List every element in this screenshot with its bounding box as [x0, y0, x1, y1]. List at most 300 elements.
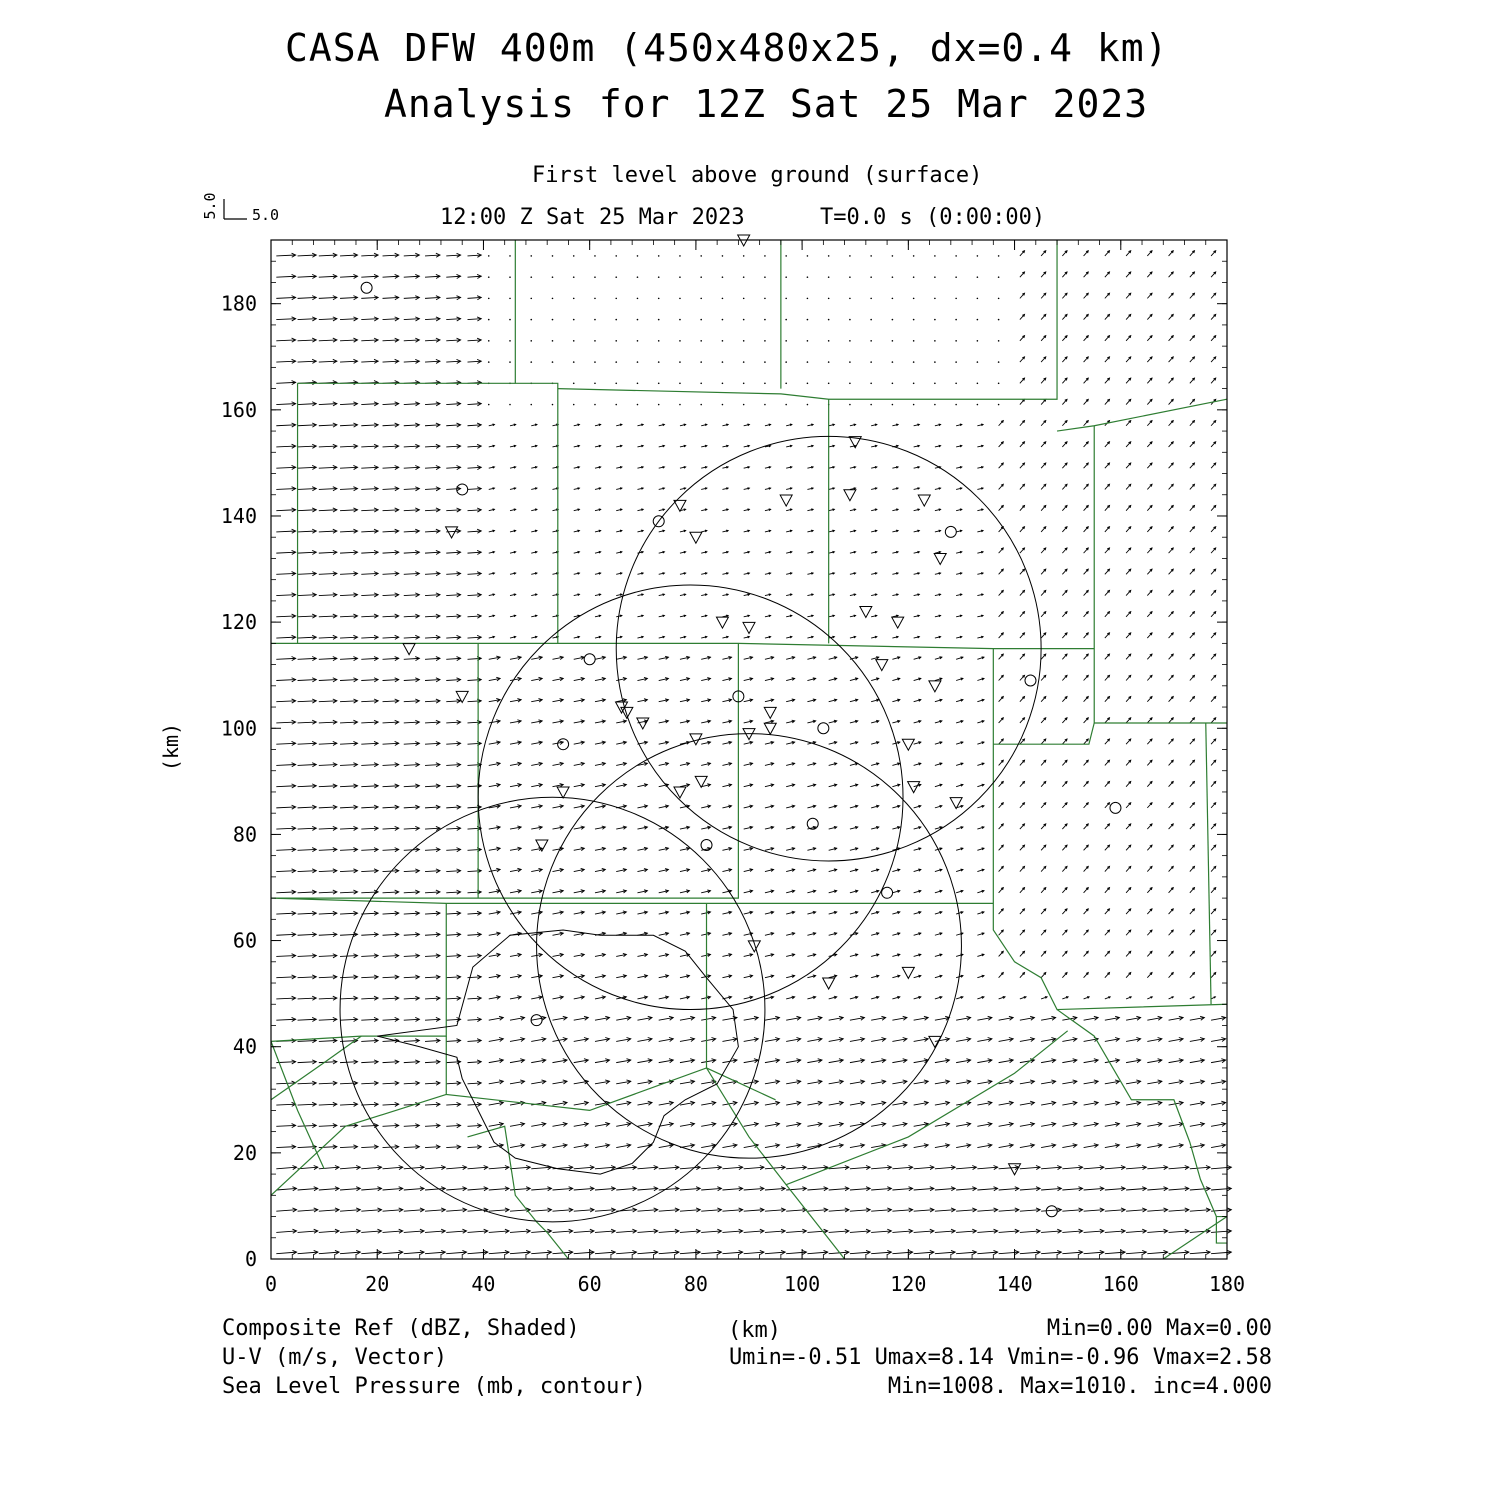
wind-vector	[1020, 612, 1025, 617]
wind-vector-dot	[870, 276, 872, 278]
wind-vector	[298, 1040, 317, 1041]
wind-vector	[361, 1252, 381, 1254]
wind-vector-dot	[913, 404, 915, 406]
wind-vector	[425, 913, 440, 914]
wind-vector	[1190, 421, 1195, 426]
wind-vector	[361, 871, 378, 872]
wind-vector	[1105, 951, 1110, 956]
station-circle-marker	[1046, 1206, 1057, 1217]
wind-vector-dot	[679, 340, 681, 342]
wind-vector	[298, 1083, 317, 1084]
wind-vector-dot	[700, 340, 702, 342]
wind-vector	[276, 340, 295, 341]
wind-vector	[1105, 633, 1110, 638]
wind-vector	[404, 276, 420, 277]
wind-vector	[1041, 612, 1046, 617]
wind-vector	[276, 743, 295, 744]
wind-vector	[999, 442, 1004, 447]
wind-vector	[361, 531, 378, 532]
wind-vector	[1147, 548, 1152, 553]
wind-vector	[1062, 760, 1067, 765]
wind-vector	[1211, 909, 1216, 914]
wind-vector	[999, 1188, 1019, 1190]
wind-vector	[1062, 251, 1067, 256]
wind-vector	[276, 297, 295, 298]
wind-vector	[319, 828, 337, 829]
wind-vector	[276, 1125, 295, 1126]
wind-vector	[361, 786, 378, 787]
wind-vector	[1041, 633, 1046, 638]
wind-vector	[1041, 760, 1046, 765]
wind-vector-dot	[849, 319, 851, 321]
wind-vector	[383, 828, 399, 829]
wind-vector	[595, 1210, 615, 1212]
wind-vector	[1105, 569, 1110, 574]
wind-vector	[298, 340, 317, 341]
station-triangle-marker	[929, 1036, 941, 1047]
wind-vector	[340, 658, 357, 659]
wind-vector	[361, 807, 378, 808]
wind-vector	[1084, 293, 1089, 298]
wind-vector	[340, 934, 357, 935]
wind-vector	[1147, 251, 1152, 256]
station-triangle-marker	[780, 495, 792, 506]
wind-vector	[1211, 505, 1216, 510]
wind-vector	[1126, 442, 1131, 447]
wind-vector	[914, 1210, 934, 1212]
wind-vector	[404, 1019, 420, 1020]
wind-vector	[340, 361, 357, 362]
wind-vector	[425, 1210, 445, 1212]
wind-vector-dot	[764, 298, 766, 300]
wind-vector	[1211, 718, 1216, 723]
wind-vector	[298, 1104, 317, 1105]
wind-vector	[1105, 1167, 1125, 1169]
wind-vector	[1020, 336, 1025, 341]
wind-vector	[276, 1147, 295, 1148]
wind-vector	[276, 446, 295, 447]
wind-vector	[1062, 866, 1067, 871]
wind-vector	[1190, 888, 1195, 893]
wind-vector-dot	[955, 404, 957, 406]
wind-vector	[1169, 803, 1174, 808]
wind-vector	[1190, 272, 1195, 277]
wind-vector-dot	[722, 404, 724, 406]
elapsed-time-label: T=0.0 s (0:00:00)	[820, 205, 1046, 230]
wind-vector	[1084, 675, 1089, 680]
wind-vector	[298, 701, 317, 702]
wind-vector	[552, 1188, 572, 1190]
wind-vector	[1190, 505, 1195, 510]
wind-vector	[1211, 463, 1216, 468]
wind-vector	[1020, 845, 1025, 850]
wind-vector	[1020, 421, 1025, 426]
wind-vector	[425, 1062, 440, 1063]
wind-vector	[1190, 527, 1195, 532]
wind-vector-dot	[722, 382, 724, 384]
x-tick-label: 80	[683, 1272, 708, 1296]
wind-vector	[1126, 909, 1131, 914]
wind-vector-dot	[764, 255, 766, 257]
wind-vector	[1126, 272, 1131, 277]
wind-vector	[340, 807, 357, 808]
wind-vector	[680, 1188, 700, 1190]
wind-vector	[1041, 654, 1046, 659]
wind-vector	[1041, 505, 1046, 510]
station-triangle-marker	[764, 723, 776, 734]
wind-vector-dot	[828, 276, 830, 278]
wind-vector	[361, 616, 378, 617]
wind-vector	[765, 1231, 785, 1233]
wind-vector	[1041, 866, 1046, 871]
wind-vector	[383, 956, 399, 957]
wind-vector	[1041, 548, 1046, 553]
wind-vector	[1211, 548, 1216, 553]
wind-vector	[404, 743, 420, 744]
wind-vector	[1084, 697, 1089, 702]
wind-vector	[871, 1188, 891, 1190]
ref-vector-v-label: 5.0	[201, 192, 219, 220]
wind-vector	[319, 807, 337, 808]
wind-vector	[1105, 697, 1110, 702]
wind-vector	[1169, 930, 1174, 935]
wind-vector	[340, 849, 357, 850]
wind-vector	[425, 552, 440, 553]
wind-vector	[1211, 1231, 1231, 1233]
wind-vector-dot	[700, 361, 702, 363]
wind-vector-dot	[594, 276, 596, 278]
wind-vector-dot	[488, 361, 490, 363]
wind-vector-dot	[977, 276, 979, 278]
wind-vector	[1169, 951, 1174, 956]
wind-vector	[1105, 314, 1110, 319]
wind-vector	[807, 1231, 827, 1233]
wind-vector	[1126, 569, 1131, 574]
wind-vector	[1169, 569, 1174, 574]
wind-vector	[425, 425, 440, 426]
wind-vector	[1211, 781, 1216, 786]
wind-vector	[1169, 314, 1174, 319]
county-boundary-line	[1057, 399, 1227, 431]
wind-vector	[1126, 612, 1131, 617]
wind-vector	[383, 1019, 399, 1020]
wind-vector	[425, 849, 440, 850]
wind-vector-dot	[743, 382, 745, 384]
wind-vector	[1062, 739, 1067, 744]
county-boundary-line	[1206, 723, 1211, 1004]
wind-vector	[850, 1252, 870, 1254]
wind-vector	[531, 1231, 551, 1233]
wind-vector	[1126, 421, 1131, 426]
wind-vector	[1126, 527, 1131, 532]
wind-vector	[1041, 803, 1046, 808]
wind-vector	[404, 595, 420, 596]
wind-vector	[1190, 314, 1195, 319]
wind-vector	[1084, 803, 1089, 808]
wind-vector	[383, 637, 399, 638]
wind-vector	[1190, 803, 1195, 808]
wind-vector	[701, 1210, 721, 1212]
wind-vector	[340, 255, 357, 256]
wind-vector	[1126, 866, 1131, 871]
wind-vector	[276, 276, 295, 277]
wind-vector-dot	[998, 298, 1000, 300]
station-triangle-marker	[918, 495, 930, 506]
wind-vector	[404, 765, 420, 766]
wind-vector	[850, 1231, 870, 1233]
wind-vector	[1062, 442, 1067, 447]
wind-vector	[361, 956, 378, 957]
wind-vector	[340, 510, 357, 511]
wind-vector-dot	[679, 382, 681, 384]
wind-vector	[1211, 888, 1216, 893]
wind-vector	[1126, 1252, 1146, 1254]
wind-vector	[276, 722, 295, 723]
wind-vector	[276, 1083, 295, 1084]
wind-vector	[977, 1188, 997, 1190]
wind-vector	[319, 1083, 337, 1084]
wind-vector-dot	[934, 361, 936, 363]
wind-vector	[383, 467, 399, 468]
wind-vector	[616, 1252, 636, 1254]
wind-vector	[298, 404, 317, 405]
wind-vector	[1190, 399, 1195, 404]
wind-vector	[1041, 272, 1046, 277]
wind-vector	[383, 1188, 403, 1190]
wind-vector	[1147, 888, 1152, 893]
wind-vector	[1126, 633, 1131, 638]
wind-vector	[276, 425, 295, 426]
wind-vector	[616, 1231, 636, 1233]
wind-vector	[319, 531, 337, 532]
wind-vector	[404, 871, 420, 872]
wind-vector	[425, 1188, 445, 1190]
wind-vector	[1190, 973, 1195, 978]
wind-vector-dot	[637, 382, 639, 384]
wind-vector	[807, 1252, 827, 1254]
wind-vector	[404, 701, 420, 702]
wind-vector	[1020, 251, 1025, 256]
wind-vector-dot	[764, 404, 766, 406]
wind-vector	[298, 297, 317, 298]
wind-vector	[383, 786, 399, 787]
wind-vector-dot	[892, 404, 894, 406]
wind-vector	[1041, 336, 1046, 341]
wind-vector	[999, 824, 1004, 829]
wind-vector	[404, 510, 420, 511]
wind-vector	[531, 1188, 551, 1190]
wind-vector	[298, 1231, 318, 1233]
wind-vector	[276, 701, 295, 702]
wind-vector	[1190, 654, 1195, 659]
wind-vector	[1126, 336, 1131, 341]
wind-vector	[361, 489, 378, 490]
wind-vector	[383, 913, 399, 914]
station-triangle-marker	[908, 782, 920, 793]
wind-vector-dot	[552, 319, 554, 321]
wind-vector-dot	[892, 319, 894, 321]
x-tick-label: 120	[890, 1272, 927, 1296]
wind-vector	[1211, 1252, 1231, 1254]
wind-vector-dot	[870, 340, 872, 342]
wind-vector-dot	[977, 255, 979, 257]
wind-vector	[1126, 739, 1131, 744]
wind-vector	[1084, 845, 1089, 850]
wind-vector	[1126, 293, 1131, 298]
wind-vector-dot	[785, 298, 787, 300]
wind-vector	[340, 892, 357, 893]
wind-vector-dot	[977, 404, 979, 406]
wind-vector	[659, 1210, 679, 1212]
wind-vector-dot	[807, 319, 809, 321]
wind-vector	[361, 1210, 381, 1212]
wind-vector-dot	[488, 276, 490, 278]
wind-vector	[319, 722, 337, 723]
wind-vector	[1084, 548, 1089, 553]
wind-vector-dot	[828, 298, 830, 300]
wind-vector	[1062, 399, 1067, 404]
wind-vector	[425, 1167, 445, 1169]
wind-vector	[1084, 1231, 1104, 1233]
wind-vector	[1211, 866, 1216, 871]
wind-vector	[1041, 293, 1046, 298]
wind-vector	[1147, 612, 1152, 617]
wind-vector-dot	[594, 404, 596, 406]
wind-vector	[1020, 675, 1025, 680]
wind-vector	[319, 1019, 337, 1020]
wind-vector	[404, 828, 420, 829]
wind-vector	[1062, 336, 1067, 341]
wind-vector	[319, 786, 337, 787]
wind-vector-dot	[955, 298, 957, 300]
wind-vector	[340, 998, 357, 999]
wind-vector	[977, 1167, 997, 1169]
wind-vector	[956, 1231, 976, 1233]
wind-vector	[1190, 1188, 1210, 1190]
wind-vector	[404, 956, 420, 957]
wind-vector	[340, 722, 357, 723]
wind-vector	[659, 1188, 679, 1190]
wind-vector	[786, 1231, 806, 1233]
wind-vector	[1105, 548, 1110, 553]
wind-vector-dot	[700, 298, 702, 300]
wind-vector	[383, 849, 399, 850]
wind-vector	[1211, 442, 1216, 447]
wind-vector	[1169, 909, 1174, 914]
wind-vector	[1020, 1167, 1040, 1169]
wind-vector	[319, 998, 337, 999]
wind-vector	[1211, 293, 1216, 298]
wind-vector	[319, 1167, 339, 1169]
station-circle-marker	[361, 282, 372, 293]
wind-vector	[722, 1231, 742, 1233]
wind-vector-dot	[658, 361, 660, 363]
wind-vector	[829, 1188, 849, 1190]
wind-vector	[276, 786, 295, 787]
wind-vector	[1084, 314, 1089, 319]
station-triangle-marker	[621, 707, 633, 718]
wind-vector	[383, 340, 399, 341]
wind-vector-dot	[637, 298, 639, 300]
wind-vector	[1041, 399, 1046, 404]
wind-vector	[1147, 399, 1152, 404]
wind-vector	[659, 1252, 679, 1254]
wind-vector	[1190, 463, 1195, 468]
wind-vector	[425, 510, 440, 511]
wind-vector	[1105, 399, 1110, 404]
wind-vector-dot	[552, 298, 554, 300]
wind-vector	[1126, 590, 1131, 595]
wind-vector	[1211, 654, 1216, 659]
wind-vector	[1020, 866, 1025, 871]
wind-vector	[404, 934, 420, 935]
wind-vector	[1169, 251, 1174, 256]
wind-vector-dot	[785, 340, 787, 342]
wind-vector	[807, 1210, 827, 1212]
wind-vector	[298, 552, 317, 553]
wind-vector	[1020, 951, 1025, 956]
wind-vector	[1062, 633, 1067, 638]
wind-vector-dot	[530, 298, 532, 300]
wind-vector	[1126, 951, 1131, 956]
wind-vector	[1126, 654, 1131, 659]
wind-vector	[999, 1252, 1019, 1254]
wind-vector	[1147, 824, 1152, 829]
wind-vector	[999, 569, 1004, 574]
wind-vector	[1169, 781, 1174, 786]
wind-vector	[361, 1062, 378, 1063]
wind-vector-dot	[849, 255, 851, 257]
y-tick-label: 180	[220, 291, 257, 316]
wind-vector	[404, 1167, 424, 1169]
wind-vector	[1041, 590, 1046, 595]
wind-vector	[404, 1252, 424, 1254]
y-tick-label: 80	[232, 822, 257, 847]
wind-vector	[1062, 463, 1067, 468]
wind-vector-dot	[509, 319, 511, 321]
wind-vector	[1169, 718, 1174, 723]
wind-vector	[1105, 675, 1110, 680]
wind-vector	[340, 1252, 360, 1254]
wind-vector	[871, 1210, 891, 1212]
wind-vector	[1020, 590, 1025, 595]
wind-vector	[361, 425, 378, 426]
y-tick-label: 160	[220, 397, 257, 422]
wind-vector	[361, 1167, 381, 1169]
wind-vector	[701, 1252, 721, 1254]
wind-vector	[425, 1083, 440, 1084]
wind-vector	[298, 425, 317, 426]
wind-vector	[1062, 527, 1067, 532]
wind-vector	[1105, 739, 1110, 744]
wind-vector-dot	[722, 298, 724, 300]
wind-vector	[1084, 1167, 1104, 1169]
wind-vector-dot	[892, 361, 894, 363]
station-circle-marker	[584, 654, 595, 665]
wind-vector	[935, 1252, 955, 1254]
wind-vector	[1169, 272, 1174, 277]
wind-vector	[1020, 760, 1025, 765]
wind-vector	[361, 765, 378, 766]
wind-vector	[319, 956, 337, 957]
wind-vector-dot	[637, 255, 639, 257]
wind-vector	[999, 909, 1004, 914]
wind-vector	[383, 998, 399, 999]
wind-vector	[425, 637, 440, 638]
wind-vector	[1190, 909, 1195, 914]
wind-vector	[319, 510, 337, 511]
wind-vector	[1020, 272, 1025, 277]
